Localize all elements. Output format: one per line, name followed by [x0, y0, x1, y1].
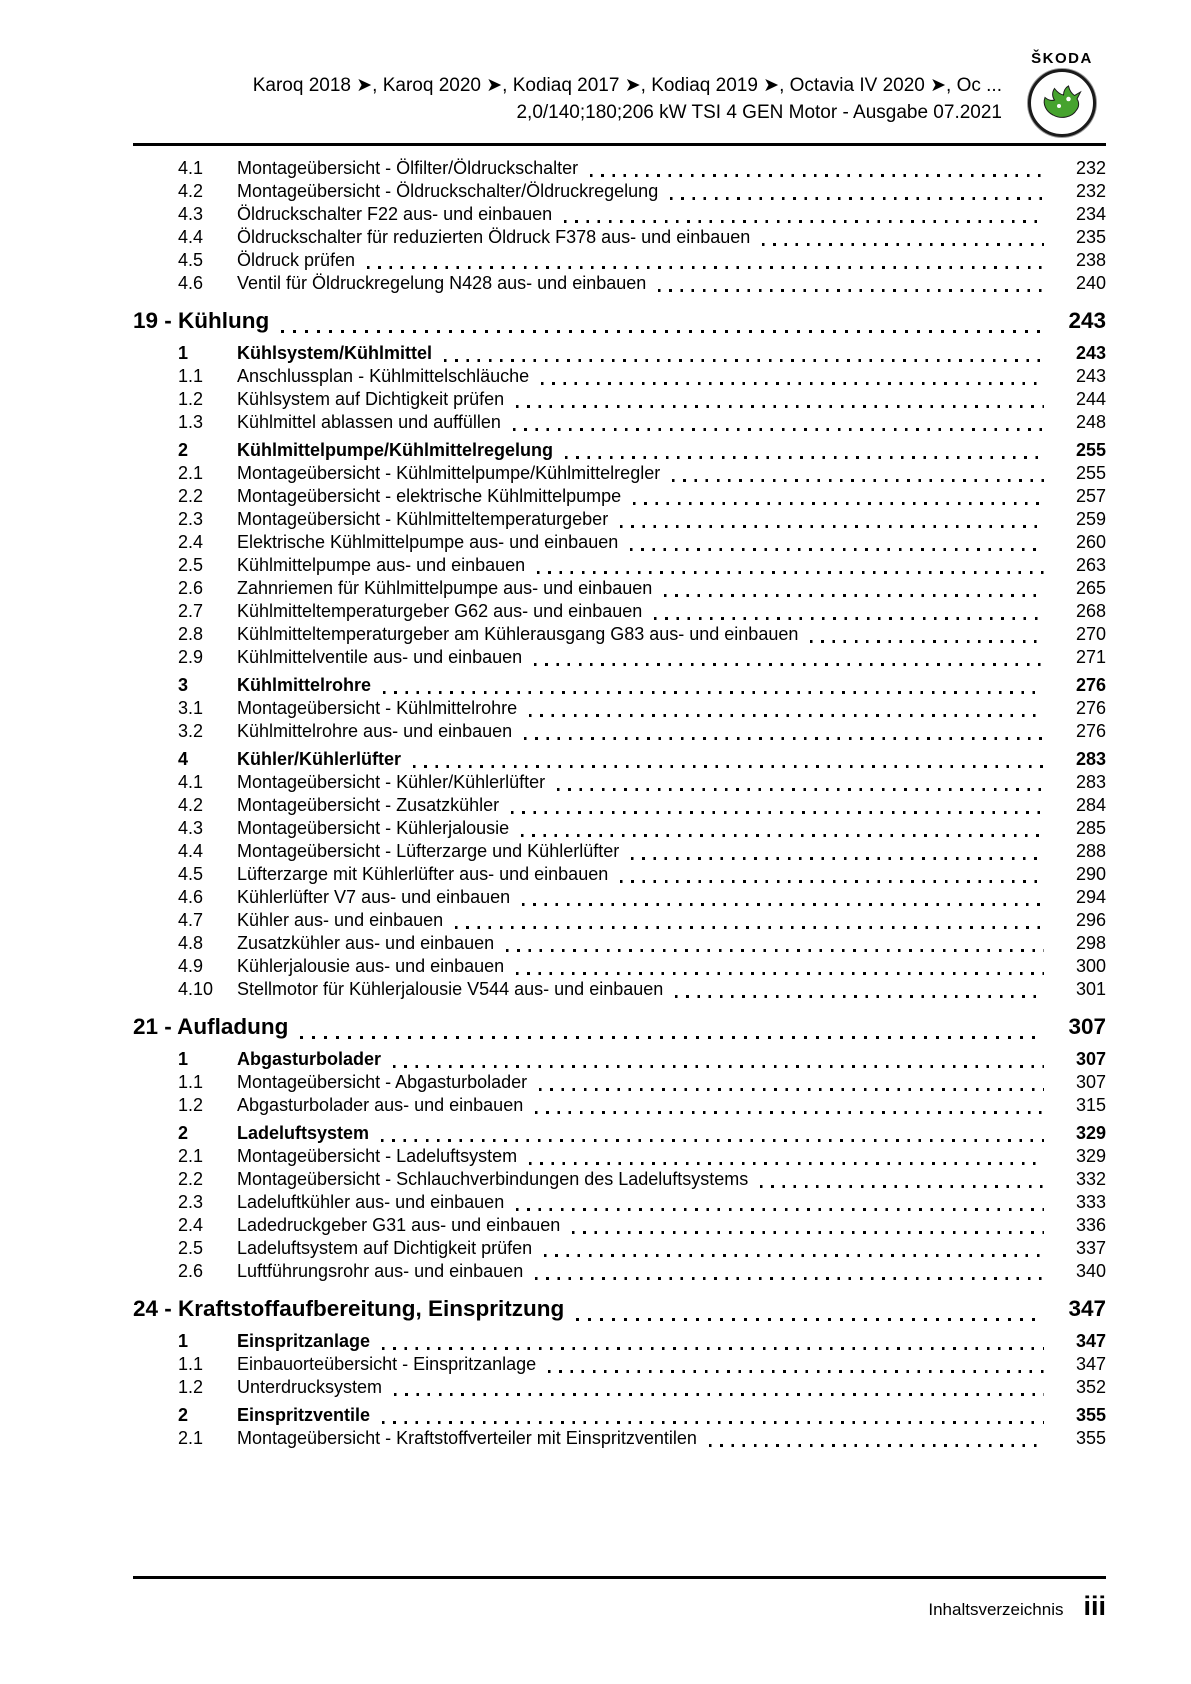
toc-entry-page: 329	[1075, 1123, 1106, 1143]
toc-entry-page: 332	[1075, 1169, 1106, 1189]
toc-row-section	[133, 1123, 1106, 1146]
toc-row-entry	[133, 1428, 1106, 1451]
toc-row-entry	[133, 979, 1106, 1002]
table-of-contents	[133, 146, 1106, 1451]
toc-entry-page: 298	[1075, 933, 1106, 953]
toc-entry-number: 4.3	[178, 204, 204, 224]
toc-row-entry	[133, 1215, 1106, 1238]
toc-entry-title: Kühlmittelrohre	[237, 675, 372, 695]
toc-entry-page: 255	[1075, 463, 1106, 483]
toc-entry-page: 271	[1075, 647, 1106, 667]
toc-entry-page: 240	[1075, 273, 1106, 293]
toc-row-entry	[133, 721, 1106, 744]
toc-entry-page: 276	[1075, 675, 1106, 695]
toc-entry-number: 1.1	[178, 366, 204, 386]
toc-entry-number: 1.1	[178, 1072, 204, 1092]
skoda-winged-arrow-icon	[1028, 69, 1096, 137]
toc-row-entry	[133, 933, 1106, 956]
footer-section-label: Inhaltsverzeichnis	[928, 1600, 1064, 1619]
toc-entry-number: 4.6	[178, 273, 204, 293]
toc-row-entry	[133, 1377, 1106, 1400]
toc-row-entry	[133, 647, 1106, 670]
toc-row-entry	[133, 841, 1106, 864]
toc-entry-page: 301	[1075, 979, 1106, 999]
toc-entry-page: 307	[1075, 1049, 1106, 1069]
toc-entry-page: 234	[1075, 204, 1106, 224]
toc-row-entry	[133, 1238, 1106, 1261]
toc-entry-page: 340	[1075, 1261, 1106, 1281]
footer-page-number: iii	[1083, 1591, 1106, 1621]
toc-row-section	[133, 675, 1106, 698]
toc-chapter-label: 19 - Kühlung	[133, 308, 270, 333]
toc-entry-number: 1.2	[178, 389, 204, 409]
toc-entry-number: 2.5	[178, 555, 204, 575]
toc-entry-number: 4.7	[178, 910, 204, 930]
dot-leader	[537, 571, 1044, 574]
toc-chapter-label: 21 - Aufladung	[133, 1014, 289, 1039]
toc-entry-page: 337	[1075, 1238, 1106, 1258]
toc-entry-title: Montageübersicht - Lüfterzarge und Kühlerlüfter	[237, 841, 620, 861]
dot-leader	[382, 1347, 1044, 1350]
toc-row-entry	[133, 698, 1106, 721]
toc-entry-title: Abgasturbolader	[237, 1049, 382, 1069]
toc-entry-page: 255	[1075, 440, 1106, 460]
toc-row-entry	[133, 1261, 1106, 1284]
dot-leader	[576, 1318, 1040, 1321]
toc-entry-title: Ventil für Öldruckregelung N428 aus- und einbauen	[237, 273, 647, 293]
page-header	[133, 0, 1106, 137]
toc-row-entry	[133, 204, 1106, 227]
toc-entry-number: 2	[178, 1123, 189, 1143]
toc-row-entry	[133, 486, 1106, 509]
toc-entry-page: 259	[1075, 509, 1106, 529]
toc-entry-page: 276	[1075, 721, 1106, 741]
toc-entry-page: 232	[1075, 181, 1106, 201]
dot-leader	[521, 834, 1044, 837]
toc-entry-number: 4.4	[178, 841, 204, 861]
toc-entry-page: 248	[1075, 412, 1106, 432]
dot-leader	[516, 1208, 1044, 1211]
toc-entry-number: 1.2	[178, 1377, 204, 1397]
toc-entry-number: 3.2	[178, 721, 204, 741]
dot-leader	[529, 714, 1044, 717]
dot-leader	[393, 1065, 1044, 1068]
dot-leader	[506, 949, 1044, 952]
toc-entry-number: 4.5	[178, 864, 204, 884]
toc-entry-number: 4.10	[178, 979, 214, 999]
dot-leader	[394, 1393, 1044, 1396]
toc-entry-page: 347	[1075, 1331, 1106, 1351]
toc-entry-page: 285	[1075, 818, 1106, 838]
toc-row-entry	[133, 956, 1106, 979]
toc-row-entry	[133, 578, 1106, 601]
toc-row-entry	[133, 389, 1106, 412]
toc-entry-number: 2.8	[178, 624, 204, 644]
toc-row-section	[133, 343, 1106, 366]
toc-row-entry	[133, 772, 1106, 795]
toc-entry-number: 4.3	[178, 818, 204, 838]
toc-row-entry	[133, 555, 1106, 578]
toc-entry-number: 2.2	[178, 486, 204, 506]
dot-leader	[664, 594, 1044, 597]
toc-entry-number: 2.2	[178, 1169, 204, 1189]
skoda-wordmark: ŠKODA	[1031, 50, 1093, 67]
toc-entry-number: 4.2	[178, 181, 204, 201]
toc-row-entry	[133, 273, 1106, 296]
toc-row-entry	[133, 158, 1106, 181]
toc-entry-page: 307	[1068, 1014, 1106, 1039]
toc-entry-page: 235	[1075, 227, 1106, 247]
toc-entry-page: 243	[1075, 343, 1106, 363]
toc-entry-page: 243	[1068, 308, 1106, 333]
toc-row-entry	[133, 1095, 1106, 1118]
toc-entry-number: 1.1	[178, 1354, 204, 1374]
toc-entry-title: Abgasturbolader aus- und einbauen	[237, 1095, 524, 1115]
dot-leader	[633, 502, 1044, 505]
dot-leader	[548, 1370, 1044, 1373]
toc-entry-number: 2.6	[178, 1261, 204, 1281]
toc-entry-page: 238	[1075, 250, 1106, 270]
dot-leader	[675, 995, 1044, 998]
dot-leader	[455, 926, 1044, 929]
toc-entry-number: 2.3	[178, 509, 204, 529]
toc-entry-number: 2.9	[178, 647, 204, 667]
toc-entry-title: Öldruck prüfen	[237, 250, 356, 270]
toc-row-entry	[133, 250, 1106, 273]
toc-entry-number: 2.5	[178, 1238, 204, 1258]
toc-entry-page: 329	[1075, 1146, 1106, 1166]
dot-leader	[620, 880, 1044, 883]
toc-row-entry	[133, 1354, 1106, 1377]
toc-entry-title: Ladeluftsystem auf Dichtigkeit prüfen	[237, 1238, 533, 1258]
dot-leader	[367, 266, 1044, 269]
toc-entry-page: 268	[1075, 601, 1106, 621]
toc-entry-title: Kühlerlüfter V7 aus- und einbauen	[237, 887, 511, 907]
dot-leader	[630, 548, 1044, 551]
toc-entry-title: Zusatzkühler aus- und einbauen	[237, 933, 495, 953]
dot-leader	[513, 428, 1044, 431]
toc-row-entry	[133, 795, 1106, 818]
dot-leader	[281, 330, 1040, 333]
toc-row-section	[133, 440, 1106, 463]
toc-entry-page: 290	[1075, 864, 1106, 884]
toc-row-entry	[133, 227, 1106, 250]
toc-entry-title: Montageübersicht - Kühlerjalousie	[237, 818, 510, 838]
dot-leader	[383, 691, 1044, 694]
toc-entry-number: 1.3	[178, 412, 204, 432]
toc-entry-page: 333	[1075, 1192, 1106, 1212]
toc-entry-page: 283	[1075, 749, 1106, 769]
toc-entry-title: Einbauorteübersicht - Einspritzanlage	[237, 1354, 537, 1374]
toc-entry-number: 4.8	[178, 933, 204, 953]
toc-row-entry	[133, 463, 1106, 486]
dot-leader	[511, 811, 1044, 814]
toc-row-entry	[133, 1072, 1106, 1095]
toc-entry-number: 2	[178, 440, 189, 460]
toc-entry-number: 1.2	[178, 1095, 204, 1115]
toc-entry-title: Montageübersicht - elektrische Kühlmittelpumpe	[237, 486, 622, 506]
toc-entry-number: 2.7	[178, 601, 204, 621]
dot-leader	[557, 788, 1044, 791]
toc-entry-title: Öldruckschalter für reduzierten Öldruck F378 aus- und einbauen	[237, 227, 751, 247]
toc-entry-title: Kühlmitteltemperaturgeber am Kühlerausgang G83 aus- und einbauen	[237, 624, 799, 644]
dot-leader	[516, 405, 1044, 408]
dot-leader	[654, 617, 1044, 620]
toc-row-entry	[133, 601, 1106, 624]
dot-leader	[810, 640, 1044, 643]
toc-entry-title: Anschlussplan - Kühlmittelschläuche	[237, 366, 530, 386]
toc-entry-page: 296	[1075, 910, 1106, 930]
toc-entry-page: 276	[1075, 698, 1106, 718]
dot-leader	[565, 456, 1044, 459]
toc-entry-title: Einspritzanlage	[237, 1331, 371, 1351]
toc-row-entry	[133, 509, 1106, 532]
toc-entry-title: Kühlmittelventile aus- und einbauen	[237, 647, 523, 667]
toc-entry-page: 283	[1075, 772, 1106, 792]
toc-row-entry	[133, 1146, 1106, 1169]
toc-entry-page: 336	[1075, 1215, 1106, 1235]
toc-entry-number: 2.1	[178, 1146, 204, 1166]
skoda-logo	[1018, 50, 1106, 137]
toc-entry-page: 352	[1075, 1377, 1106, 1397]
toc-entry-page: 260	[1075, 532, 1106, 552]
toc-row-section	[133, 1049, 1106, 1072]
toc-entry-number: 1	[178, 343, 189, 363]
toc-entry-page: 347	[1075, 1354, 1106, 1374]
toc-entry-title: Montageübersicht - Ölfilter/Öldruckschalter	[237, 158, 579, 178]
toc-row-entry	[133, 1192, 1106, 1215]
toc-entry-number: 4.6	[178, 887, 204, 907]
toc-entry-number: 1	[178, 1049, 189, 1069]
toc-row-entry	[133, 864, 1106, 887]
dot-leader	[564, 220, 1044, 223]
toc-entry-page: 270	[1075, 624, 1106, 644]
toc-row-chapter	[133, 308, 1106, 338]
toc-entry-title: Montageübersicht - Kraftstoffverteiler mit Einspritzventilen	[237, 1428, 697, 1448]
dot-leader	[541, 382, 1044, 385]
dot-leader	[539, 1088, 1044, 1091]
toc-entry-title: Montageübersicht - Kühlmitteltemperaturgeber	[237, 509, 609, 529]
toc-row-section	[133, 749, 1106, 772]
dot-leader	[382, 1421, 1044, 1424]
toc-entry-title: Einspritzventile	[237, 1405, 371, 1425]
toc-entry-page: 347	[1068, 1296, 1106, 1321]
toc-row-section	[133, 1405, 1106, 1428]
dot-leader	[631, 857, 1044, 860]
toc-entry-title: Öldruckschalter F22 aus- und einbauen	[237, 204, 553, 224]
toc-entry-page: 265	[1075, 578, 1106, 598]
toc-entry-title: Luftführungsrohr aus- und einbauen	[237, 1261, 524, 1281]
toc-entry-title: Kühler/Kühlerlüfter	[237, 749, 402, 769]
toc-entry-title: Ladeluftkühler aus- und einbauen	[237, 1192, 505, 1212]
toc-entry-page: 232	[1075, 158, 1106, 178]
toc-entry-page: 243	[1075, 366, 1106, 386]
toc-entry-page: 288	[1075, 841, 1106, 861]
toc-entry-title: Kühlmitteltemperaturgeber G62 aus- und einbauen	[237, 601, 643, 621]
toc-row-entry	[133, 1169, 1106, 1192]
toc-entry-title: Ladeluftsystem	[237, 1123, 370, 1143]
toc-row-entry	[133, 412, 1106, 435]
toc-entry-number: 2.4	[178, 532, 204, 552]
dot-leader	[709, 1444, 1044, 1447]
toc-entry-title: Ladedruckgeber G31 aus- und einbauen	[237, 1215, 561, 1235]
toc-entry-page: 244	[1075, 389, 1106, 409]
toc-entry-title: Montageübersicht - Schlauchverbindungen des Ladeluftsystems	[237, 1169, 749, 1189]
dot-leader	[300, 1036, 1040, 1039]
dot-leader	[413, 765, 1044, 768]
toc-entry-number: 2	[178, 1405, 189, 1425]
toc-entry-number: 4	[178, 749, 189, 769]
toc-entry-page: 263	[1075, 555, 1106, 575]
toc-entry-title: Unterdrucksystem	[237, 1377, 383, 1397]
toc-entry-title: Montageübersicht - Abgasturbolader	[237, 1072, 528, 1092]
toc-row-entry	[133, 366, 1106, 389]
dot-leader	[522, 903, 1044, 906]
toc-entry-number: 2.1	[178, 463, 204, 483]
toc-entry-title: Kühlsystem/Kühlmittel	[237, 343, 433, 363]
toc-entry-title: Montageübersicht - Kühler/Kühlerlüfter	[237, 772, 546, 792]
dot-leader	[381, 1139, 1044, 1142]
toc-entry-number: 2.1	[178, 1428, 204, 1448]
dot-leader	[620, 525, 1044, 528]
dot-leader	[670, 197, 1044, 200]
toc-row-entry	[133, 624, 1106, 647]
toc-row-chapter	[133, 1014, 1106, 1044]
toc-row-section	[133, 1331, 1106, 1354]
toc-entry-number: 4.5	[178, 250, 204, 270]
toc-row-chapter	[133, 1296, 1106, 1326]
toc-entry-title: Montageübersicht - Ladeluftsystem	[237, 1146, 518, 1166]
dot-leader	[590, 174, 1044, 177]
dot-leader	[524, 737, 1044, 740]
toc-row-entry	[133, 887, 1106, 910]
toc-entry-number: 4.1	[178, 772, 204, 792]
toc-entry-title: Montageübersicht - Öldruckschalter/Öldruckregelung	[237, 181, 659, 201]
toc-entry-page: 257	[1075, 486, 1106, 506]
toc-entry-title: Kühler aus- und einbauen	[237, 910, 444, 930]
toc-chapter-label: 24 - Kraftstoffaufbereitung, Einspritzung	[133, 1296, 565, 1321]
toc-entry-title: Montageübersicht - Kühlmittelpumpe/Kühlmittelregler	[237, 463, 661, 483]
toc-entry-page: 315	[1075, 1095, 1106, 1115]
dot-leader	[535, 1111, 1044, 1114]
page-footer	[133, 1576, 1106, 1620]
toc-entry-title: Kühlmittelpumpe aus- und einbauen	[237, 555, 526, 575]
toc-entry-title: Kühlmittelpumpe/Kühlmittelregelung	[237, 440, 554, 460]
dot-leader	[516, 972, 1044, 975]
header-edition-line: 2,0/140;180;206 kW TSI 4 GEN Motor - Ausgabe 07.2021	[516, 102, 1002, 123]
toc-entry-page: 284	[1075, 795, 1106, 815]
toc-row-entry	[133, 910, 1106, 933]
toc-entry-page: 355	[1075, 1405, 1106, 1425]
toc-entry-title: Zahnriemen für Kühlmittelpumpe aus- und einbauen	[237, 578, 653, 598]
header-models-line: Karoq 2018 ➤, Karoq 2020 ➤, Kodiaq 2017 ➤, Kodiaq 2019 ➤, Octavia IV 2020 ➤, Oc ...	[252, 75, 1002, 96]
toc-row-entry	[133, 532, 1106, 555]
header-text	[253, 50, 1002, 126]
toc-entry-title: Kühlsystem auf Dichtigkeit prüfen	[237, 389, 505, 409]
dot-leader	[544, 1254, 1044, 1257]
toc-entry-number: 3.1	[178, 698, 204, 718]
dot-leader	[529, 1162, 1044, 1165]
toc-entry-title: Kühlmittel ablassen und auffüllen	[237, 412, 501, 432]
toc-entry-title: Lüfterzarge mit Kühlerlüfter aus- und einbauen	[237, 864, 609, 884]
toc-entry-number: 4.1	[178, 158, 204, 178]
toc-entry-number: 4.9	[178, 956, 204, 976]
dot-leader	[572, 1231, 1044, 1234]
toc-entry-title: Kühlerjalousie aus- und einbauen	[237, 956, 505, 976]
toc-entry-title: Montageübersicht - Zusatzkühler	[237, 795, 500, 815]
toc-entry-number: 4.2	[178, 795, 204, 815]
toc-entry-number: 2.4	[178, 1215, 204, 1235]
dot-leader	[535, 1277, 1044, 1280]
toc-entry-number: 2.6	[178, 578, 204, 598]
toc-entry-title: Kühlmittelrohre aus- und einbauen	[237, 721, 513, 741]
toc-entry-page: 300	[1075, 956, 1106, 976]
dot-leader	[760, 1185, 1044, 1188]
toc-row-entry	[133, 181, 1106, 204]
dot-leader	[762, 243, 1044, 246]
toc-entry-title: Montageübersicht - Kühlmittelrohre	[237, 698, 518, 718]
toc-entry-number: 2.3	[178, 1192, 204, 1212]
toc-row-entry	[133, 818, 1106, 841]
toc-entry-title: Stellmotor für Kühlerjalousie V544 aus- und einbauen	[237, 979, 664, 999]
dot-leader	[658, 289, 1044, 292]
manual-page	[133, 0, 1106, 1451]
toc-entry-number: 3	[178, 675, 189, 695]
toc-entry-page: 355	[1075, 1428, 1106, 1448]
toc-entry-page: 294	[1075, 887, 1106, 907]
toc-entry-number: 4.4	[178, 227, 204, 247]
dot-leader	[672, 479, 1044, 482]
dot-leader	[444, 359, 1044, 362]
toc-entry-number: 1	[178, 1331, 189, 1351]
toc-entry-page: 307	[1075, 1072, 1106, 1092]
toc-entry-title: Elektrische Kühlmittelpumpe aus- und einbauen	[237, 532, 619, 552]
dot-leader	[534, 663, 1044, 666]
